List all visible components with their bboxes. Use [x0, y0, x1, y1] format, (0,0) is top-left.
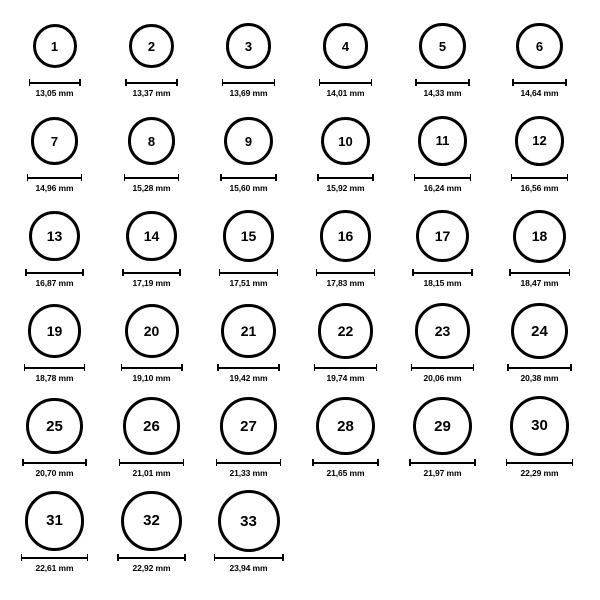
ring-size-number: 11 — [435, 133, 450, 149]
ring-size-cell[interactable] — [394, 204, 491, 299]
ring-size-number: 15 — [240, 227, 257, 244]
measure-line — [24, 367, 86, 369]
measure-caliper-icon — [314, 364, 377, 371]
ring-size-number: 17 — [434, 227, 451, 244]
measure-line — [316, 272, 376, 274]
measure-line — [25, 272, 83, 274]
diameter-measure — [507, 364, 571, 383]
ring-circle[interactable] — [510, 396, 569, 455]
measure-line — [409, 462, 476, 464]
ring-size-cell[interactable] — [6, 204, 103, 299]
ring-wrap — [513, 204, 566, 268]
diameter-measure — [21, 554, 89, 573]
ring-circle[interactable] — [129, 24, 174, 69]
diameter-measure — [25, 269, 83, 288]
diameter-measure — [312, 459, 378, 478]
diameter-label: 13,37 mm — [132, 88, 171, 98]
diameter-label: 14,64 mm — [520, 88, 559, 98]
diameter-label: 21,65 mm — [326, 468, 365, 478]
measure-line — [122, 272, 181, 274]
measure-caliper-icon — [509, 269, 570, 276]
measure-line — [22, 462, 87, 464]
ring-wrap — [121, 489, 181, 553]
measure-caliper-icon — [415, 79, 469, 86]
diameter-label: 13,69 mm — [229, 88, 268, 98]
ring-size-number: 9 — [244, 133, 253, 149]
ring-size-cell[interactable] — [491, 394, 588, 489]
diameter-measure — [314, 364, 377, 383]
diameter-measure — [24, 364, 86, 383]
ring-size-number: 19 — [46, 323, 63, 339]
ring-size-number: 7 — [50, 133, 59, 149]
measure-line — [121, 367, 183, 369]
diameter-label: 14,01 mm — [326, 88, 365, 98]
diameter-label: 17,83 mm — [326, 278, 365, 288]
ring-size-number: 33 — [240, 512, 257, 530]
diameter-label: 22,61 mm — [35, 563, 74, 573]
ring-size-cell[interactable] — [491, 14, 588, 109]
ring-size-cell[interactable] — [6, 489, 103, 584]
diameter-label: 15,28 mm — [132, 183, 171, 193]
ring-wrap — [419, 14, 465, 78]
diameter-label: 20,70 mm — [35, 468, 74, 478]
ring-size-row — [6, 14, 594, 109]
measure-caliper-icon — [512, 79, 567, 86]
diameter-measure — [117, 554, 185, 573]
diameter-measure — [512, 79, 567, 98]
diameter-measure — [121, 364, 183, 383]
ring-wrap — [418, 109, 467, 173]
ring-wrap — [321, 109, 370, 173]
diameter-measure — [414, 174, 471, 193]
ring-circle[interactable] — [125, 304, 179, 358]
ring-circle[interactable] — [126, 211, 177, 262]
ring-size-number: 20 — [143, 323, 160, 339]
diameter-label: 14,33 mm — [423, 88, 462, 98]
measure-caliper-icon — [122, 269, 181, 276]
ring-circle[interactable] — [29, 211, 79, 261]
ring-size-cell[interactable] — [491, 204, 588, 299]
measure-line — [319, 82, 373, 84]
diameter-label: 13,05 mm — [35, 88, 74, 98]
ring-size-number: 14 — [143, 227, 160, 244]
ring-circle[interactable] — [316, 397, 374, 455]
measure-line — [214, 557, 284, 559]
measure-line — [506, 462, 573, 464]
measure-caliper-icon — [222, 79, 275, 86]
ring-size-cell[interactable] — [200, 394, 297, 489]
ring-circle[interactable] — [511, 303, 567, 359]
diameter-label: 15,60 mm — [229, 183, 268, 193]
diameter-measure — [506, 459, 573, 478]
ring-circle[interactable] — [220, 397, 278, 455]
ring-size-cell[interactable] — [103, 489, 200, 584]
ring-size-cell[interactable] — [103, 109, 200, 204]
measure-caliper-icon — [119, 459, 184, 466]
measure-caliper-icon — [511, 174, 569, 181]
ring-circle[interactable] — [321, 117, 370, 166]
measure-caliper-icon — [411, 364, 475, 371]
diameter-label: 21,33 mm — [229, 468, 268, 478]
empty-cell — [491, 489, 588, 584]
ring-circle[interactable] — [320, 210, 372, 262]
ring-size-number: 31 — [46, 512, 63, 530]
diameter-label: 18,78 mm — [35, 373, 74, 383]
ring-circle[interactable] — [415, 303, 471, 359]
ring-circle[interactable] — [25, 491, 85, 551]
ring-size-cell[interactable] — [103, 394, 200, 489]
measure-caliper-icon — [319, 79, 373, 86]
diameter-label: 22,92 mm — [132, 563, 171, 573]
diameter-label: 19,10 mm — [132, 373, 171, 383]
ring-wrap — [226, 14, 271, 78]
diameter-measure — [27, 174, 82, 193]
ring-circle[interactable] — [128, 117, 176, 165]
measure-line — [27, 177, 82, 179]
measure-caliper-icon — [29, 79, 81, 86]
ring-wrap — [33, 14, 77, 78]
ring-size-cell[interactable] — [297, 394, 394, 489]
measure-line — [414, 177, 471, 179]
ring-size-number: 28 — [337, 417, 354, 435]
diameter-label: 18,15 mm — [423, 278, 462, 288]
diameter-measure — [119, 459, 184, 478]
ring-wrap — [318, 299, 373, 363]
measure-line — [512, 82, 567, 84]
measure-line — [222, 82, 275, 84]
measure-caliper-icon — [125, 79, 178, 86]
diameter-measure — [415, 79, 469, 98]
ring-wrap — [511, 299, 567, 363]
measure-line — [124, 177, 180, 179]
measure-line — [216, 462, 282, 464]
diameter-measure — [509, 269, 570, 288]
diameter-measure — [125, 79, 178, 98]
diameter-label: 16,24 mm — [423, 183, 462, 193]
ring-size-number: 18 — [531, 228, 548, 244]
ring-wrap — [224, 109, 272, 173]
diameter-measure — [216, 459, 282, 478]
ring-size-row — [6, 394, 594, 489]
ring-size-number: 2 — [147, 38, 156, 54]
ring-wrap — [223, 204, 274, 268]
measure-line — [411, 367, 475, 369]
diameter-measure — [124, 174, 180, 193]
diameter-label: 20,38 mm — [520, 373, 559, 383]
ring-size-cell[interactable] — [6, 14, 103, 109]
measure-line — [509, 272, 570, 274]
measure-caliper-icon — [21, 554, 89, 561]
measure-caliper-icon — [414, 174, 471, 181]
ring-circle[interactable] — [416, 210, 468, 262]
measure-line — [507, 367, 571, 369]
ring-circle[interactable] — [28, 304, 82, 358]
ring-size-cell[interactable] — [297, 204, 394, 299]
diameter-measure — [220, 174, 276, 193]
measure-caliper-icon — [117, 554, 185, 561]
measure-line — [217, 367, 280, 369]
measure-caliper-icon — [24, 364, 86, 371]
ring-size-cell[interactable] — [394, 109, 491, 204]
ring-size-number: 25 — [46, 417, 63, 435]
ring-size-cell[interactable] — [200, 299, 297, 394]
measure-caliper-icon — [312, 459, 378, 466]
diameter-measure — [317, 174, 374, 193]
ring-size-number: 12 — [532, 133, 547, 149]
ring-size-cell[interactable] — [491, 299, 588, 394]
ring-wrap — [128, 109, 176, 173]
ring-wrap — [221, 299, 276, 363]
ring-wrap — [316, 394, 374, 458]
diameter-label: 19,74 mm — [326, 373, 365, 383]
empty-cell — [297, 489, 394, 584]
ring-wrap — [510, 394, 569, 458]
diameter-measure — [222, 79, 275, 98]
diameter-measure — [219, 269, 278, 288]
measure-caliper-icon — [121, 364, 183, 371]
ring-wrap — [129, 14, 174, 78]
diameter-label: 15,92 mm — [326, 183, 365, 193]
ring-size-number: 16 — [337, 227, 354, 244]
measure-caliper-icon — [216, 459, 282, 466]
ring-size-cell[interactable] — [200, 14, 297, 109]
ring-size-cell[interactable] — [394, 299, 491, 394]
measure-caliper-icon — [217, 364, 280, 371]
measure-caliper-icon — [316, 269, 376, 276]
ring-size-cell[interactable] — [6, 394, 103, 489]
ring-circle[interactable] — [224, 117, 272, 165]
ring-size-number: 26 — [143, 417, 160, 435]
diameter-label: 17,19 mm — [132, 278, 171, 288]
ring-circle[interactable] — [516, 23, 563, 70]
ring-size-cell[interactable] — [297, 299, 394, 394]
ring-wrap — [125, 299, 179, 363]
diameter-measure — [217, 364, 280, 383]
measure-caliper-icon — [409, 459, 476, 466]
ring-wrap — [25, 489, 85, 553]
ring-wrap — [416, 204, 468, 268]
ring-circle[interactable] — [121, 491, 181, 551]
diameter-label: 16,87 mm — [35, 278, 74, 288]
ring-size-number: 13 — [46, 227, 63, 244]
ring-size-number: 30 — [531, 417, 548, 435]
measure-caliper-icon — [214, 554, 284, 561]
measure-line — [125, 82, 178, 84]
measure-line — [21, 557, 89, 559]
ring-size-number: 22 — [337, 323, 354, 339]
ring-wrap — [218, 489, 280, 553]
ring-circle[interactable] — [515, 116, 565, 166]
ring-circle[interactable] — [223, 210, 274, 261]
ring-size-number: 27 — [240, 417, 257, 435]
diameter-label: 21,01 mm — [132, 468, 171, 478]
ring-wrap — [31, 109, 78, 173]
ring-circle[interactable] — [226, 23, 271, 68]
measure-line — [119, 462, 184, 464]
ring-size-row — [6, 109, 594, 204]
measure-caliper-icon — [124, 174, 180, 181]
ring-size-cell[interactable] — [103, 14, 200, 109]
diameter-measure — [412, 269, 472, 288]
diameter-label: 21,97 mm — [423, 468, 462, 478]
ring-size-cell[interactable] — [297, 14, 394, 109]
ring-size-row — [6, 204, 594, 299]
ring-size-row — [6, 489, 594, 584]
ring-wrap — [29, 204, 79, 268]
ring-circle[interactable] — [318, 303, 373, 358]
ring-size-number: 4 — [341, 38, 350, 54]
ring-size-cell[interactable] — [103, 299, 200, 394]
ring-circle[interactable] — [413, 397, 472, 456]
ring-circle[interactable] — [323, 23, 369, 69]
ring-wrap — [515, 109, 565, 173]
ring-wrap — [323, 14, 369, 78]
ring-size-cell[interactable] — [200, 489, 297, 584]
diameter-measure — [319, 79, 373, 98]
measure-caliper-icon — [25, 269, 83, 276]
diameter-label: 17,51 mm — [229, 278, 268, 288]
diameter-measure — [22, 459, 87, 478]
ring-circle[interactable] — [33, 24, 77, 68]
diameter-measure — [316, 269, 376, 288]
diameter-measure — [411, 364, 475, 383]
diameter-label: 18,47 mm — [520, 278, 559, 288]
ring-size-number: 24 — [531, 322, 548, 340]
ring-size-cell[interactable] — [394, 14, 491, 109]
ring-wrap — [320, 204, 372, 268]
measure-caliper-icon — [507, 364, 571, 371]
diameter-label: 23,94 mm — [229, 563, 268, 573]
ring-circle[interactable] — [513, 210, 566, 263]
ring-size-row — [6, 299, 594, 394]
diameter-measure — [29, 79, 81, 98]
ring-size-number: 8 — [147, 133, 156, 149]
ring-wrap — [126, 204, 177, 268]
diameter-label: 19,42 mm — [229, 373, 268, 383]
measure-line — [415, 82, 469, 84]
measure-line — [117, 557, 185, 559]
ring-size-cell[interactable] — [200, 204, 297, 299]
measure-caliper-icon — [506, 459, 573, 466]
ring-circle[interactable] — [31, 117, 78, 164]
measure-line — [314, 367, 377, 369]
ring-wrap — [415, 299, 471, 363]
ring-size-number: 21 — [240, 323, 257, 339]
ring-circle[interactable] — [218, 490, 280, 552]
measure-line — [412, 272, 472, 274]
ring-size-number: 6 — [535, 38, 544, 54]
measure-line — [219, 272, 278, 274]
measure-caliper-icon — [412, 269, 472, 276]
ring-circle[interactable] — [418, 116, 467, 165]
measure-line — [29, 82, 81, 84]
measure-line — [317, 177, 374, 179]
diameter-label: 22,29 mm — [520, 468, 559, 478]
ring-circle[interactable] — [123, 397, 180, 454]
ring-wrap — [516, 14, 563, 78]
ring-size-cell[interactable] — [6, 299, 103, 394]
ring-circle[interactable] — [419, 23, 465, 69]
diameter-measure — [409, 459, 476, 478]
ring-size-number: 5 — [438, 38, 447, 54]
empty-cell — [394, 489, 491, 584]
ring-size-number: 23 — [434, 323, 451, 339]
diameter-measure — [122, 269, 181, 288]
ring-wrap — [26, 394, 83, 458]
ring-size-number: 1 — [50, 38, 59, 54]
diameter-label: 20,06 mm — [423, 373, 462, 383]
ring-size-number: 32 — [143, 512, 160, 530]
diameter-measure — [511, 174, 569, 193]
ring-circle[interactable] — [26, 398, 83, 455]
ring-size-cell[interactable] — [103, 204, 200, 299]
ring-wrap — [28, 299, 82, 363]
ring-circle[interactable] — [221, 304, 276, 359]
ring-size-number: 29 — [434, 417, 451, 435]
diameter-label: 14,96 mm — [35, 183, 74, 193]
measure-caliper-icon — [219, 269, 278, 276]
ring-size-cell[interactable] — [297, 109, 394, 204]
ring-size-cell[interactable] — [491, 109, 588, 204]
ring-size-number: 3 — [244, 38, 253, 54]
measure-caliper-icon — [220, 174, 276, 181]
ring-size-cell[interactable] — [200, 109, 297, 204]
measure-caliper-icon — [27, 174, 82, 181]
measure-caliper-icon — [22, 459, 87, 466]
ring-wrap — [123, 394, 180, 458]
ring-size-number: 10 — [338, 133, 353, 149]
measure-line — [220, 177, 276, 179]
measure-line — [511, 177, 569, 179]
measure-caliper-icon — [317, 174, 374, 181]
diameter-measure — [214, 554, 284, 573]
ring-size-cell[interactable] — [6, 109, 103, 204]
ring-wrap — [413, 394, 472, 458]
measure-line — [312, 462, 378, 464]
diameter-label: 16,56 mm — [520, 183, 559, 193]
ring-wrap — [220, 394, 278, 458]
ring-size-cell[interactable] — [394, 394, 491, 489]
